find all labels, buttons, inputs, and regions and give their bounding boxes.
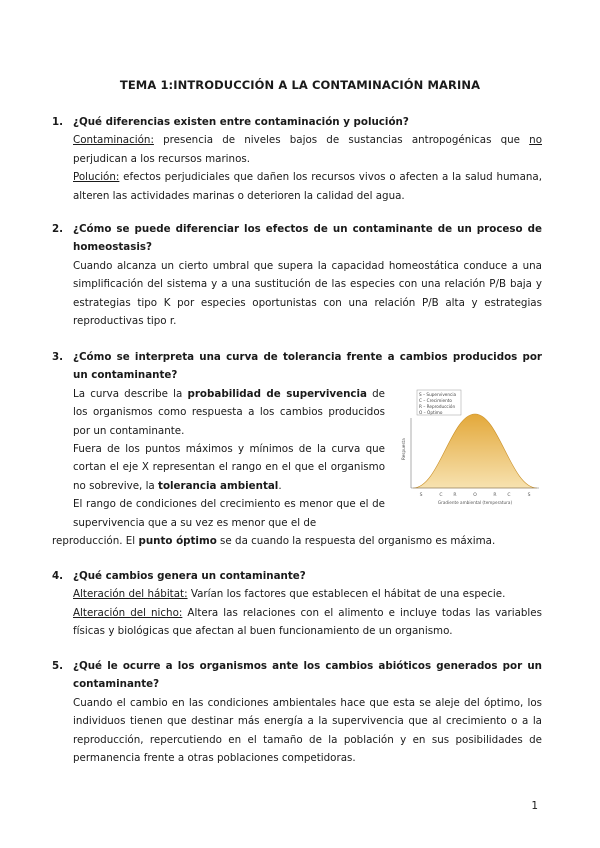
question-number: 2.	[52, 223, 64, 235]
question-title: ¿Cómo se interpreta una curva de tolerancia frente a cambios producidos por un contaminante?	[73, 351, 542, 382]
term: Alteración del nicho:	[73, 606, 183, 619]
term: Contaminación:	[73, 134, 154, 147]
question-title: ¿Cómo se puede diferenciar los efectos de un contaminante de un proceso de homeostasis?	[73, 223, 542, 254]
question-4	[52, 567, 542, 641]
x-tick-label: O	[473, 493, 477, 498]
page-title: TEMA 1:INTRODUCCIÓN A LA CONTAMINACIÓN MARINA	[119, 78, 481, 92]
legend-box	[417, 390, 461, 415]
tolerance-curve-figure	[399, 388, 541, 508]
x-tick-label: C	[439, 493, 443, 498]
y-axis-label: Respuesta	[401, 438, 406, 460]
legend-entry: O – Óptimo	[419, 410, 443, 415]
question-number: 3.	[52, 351, 64, 363]
question-title: ¿Qué cambios genera un contaminante?	[73, 570, 306, 582]
term: Polución:	[73, 171, 120, 184]
page-number: 1	[531, 800, 538, 812]
answer: Contaminación: presencia de niveles bajos de sustancias antropogénicas que no perjudican a los recursos marinos. Polución: efectos perjudiciales que dañen los recursos vivos o afecten a la salud humana, alteren las actividades marinas o deterioren la calidad del agua.	[73, 134, 542, 202]
question-number: 4.	[52, 570, 64, 582]
x-tick-label: S	[419, 493, 423, 498]
legend-entry: S – Supervivencia	[419, 392, 457, 397]
x-tick-label: S	[527, 493, 531, 498]
question-number: 1.	[52, 116, 64, 128]
question-title: ¿Qué diferencias existen entre contaminación y polución?	[73, 116, 409, 128]
legend-entry: C – Crecimiento	[419, 398, 452, 403]
question-1	[52, 113, 542, 205]
question-5	[52, 657, 542, 767]
question-number: 5.	[52, 660, 64, 672]
answer: La curva describe la probabilidad de supervivencia de los organismos como respuesta a los cambios producidos por un contaminante. Fuera de los puntos máximos y mínimos de la curva que cortan el eje X representan el rango en el que el organismo no sobrevive, la tolerancia ambiental. El rango de condiciones del crecimiento es menor que el de supervivencia que a su vez es menor que el de reproducción. El punto óptimo se da cuando la respuesta del organismo es máxima.	[52, 387, 496, 548]
x-tick-label: R	[453, 493, 457, 498]
x-axis-label: Gradiente ambiental (temperatura)	[437, 500, 513, 505]
answer: Cuando el cambio en las condiciones ambientales hace que esta se aleje del óptimo, los individuos tienen que destinar más energía a la supervivencia que al crecimiento o a la reproducción, repercutiendo en el tamaño de la población y en sus posibilidades de permanencia frente a otras poblaciones competidoras.	[73, 696, 542, 765]
question-2	[52, 220, 542, 330]
x-tick-label: C	[507, 493, 511, 498]
tolerance-curve	[413, 414, 537, 488]
question-title: ¿Qué le ocurre a los organismos ante los cambios abióticos generados por un contaminante?	[73, 660, 542, 691]
term: Alteración del hábitat:	[73, 588, 188, 601]
x-tick-label: R	[493, 493, 497, 498]
legend-entry: R – Reproducción	[419, 404, 456, 409]
answer: Cuando alcanza un cierto umbral que supera la capacidad homeostática conduce a una simplificación del sistema y a una sustitución de las especies con una relación P/B baja y estrategias tipo K por especies oportunistas con una relación P/B alta y estrategias reproductivas tipo r.	[73, 259, 542, 328]
answer: Alteración del hábitat: Varían los factores que establecen el hábitat de una especie. Alteración del nicho: Altera las relaciones con el alimento e incluye todas las variables físicas y biológicas que afectan al buen funcionamiento de un organismo.	[73, 588, 542, 638]
